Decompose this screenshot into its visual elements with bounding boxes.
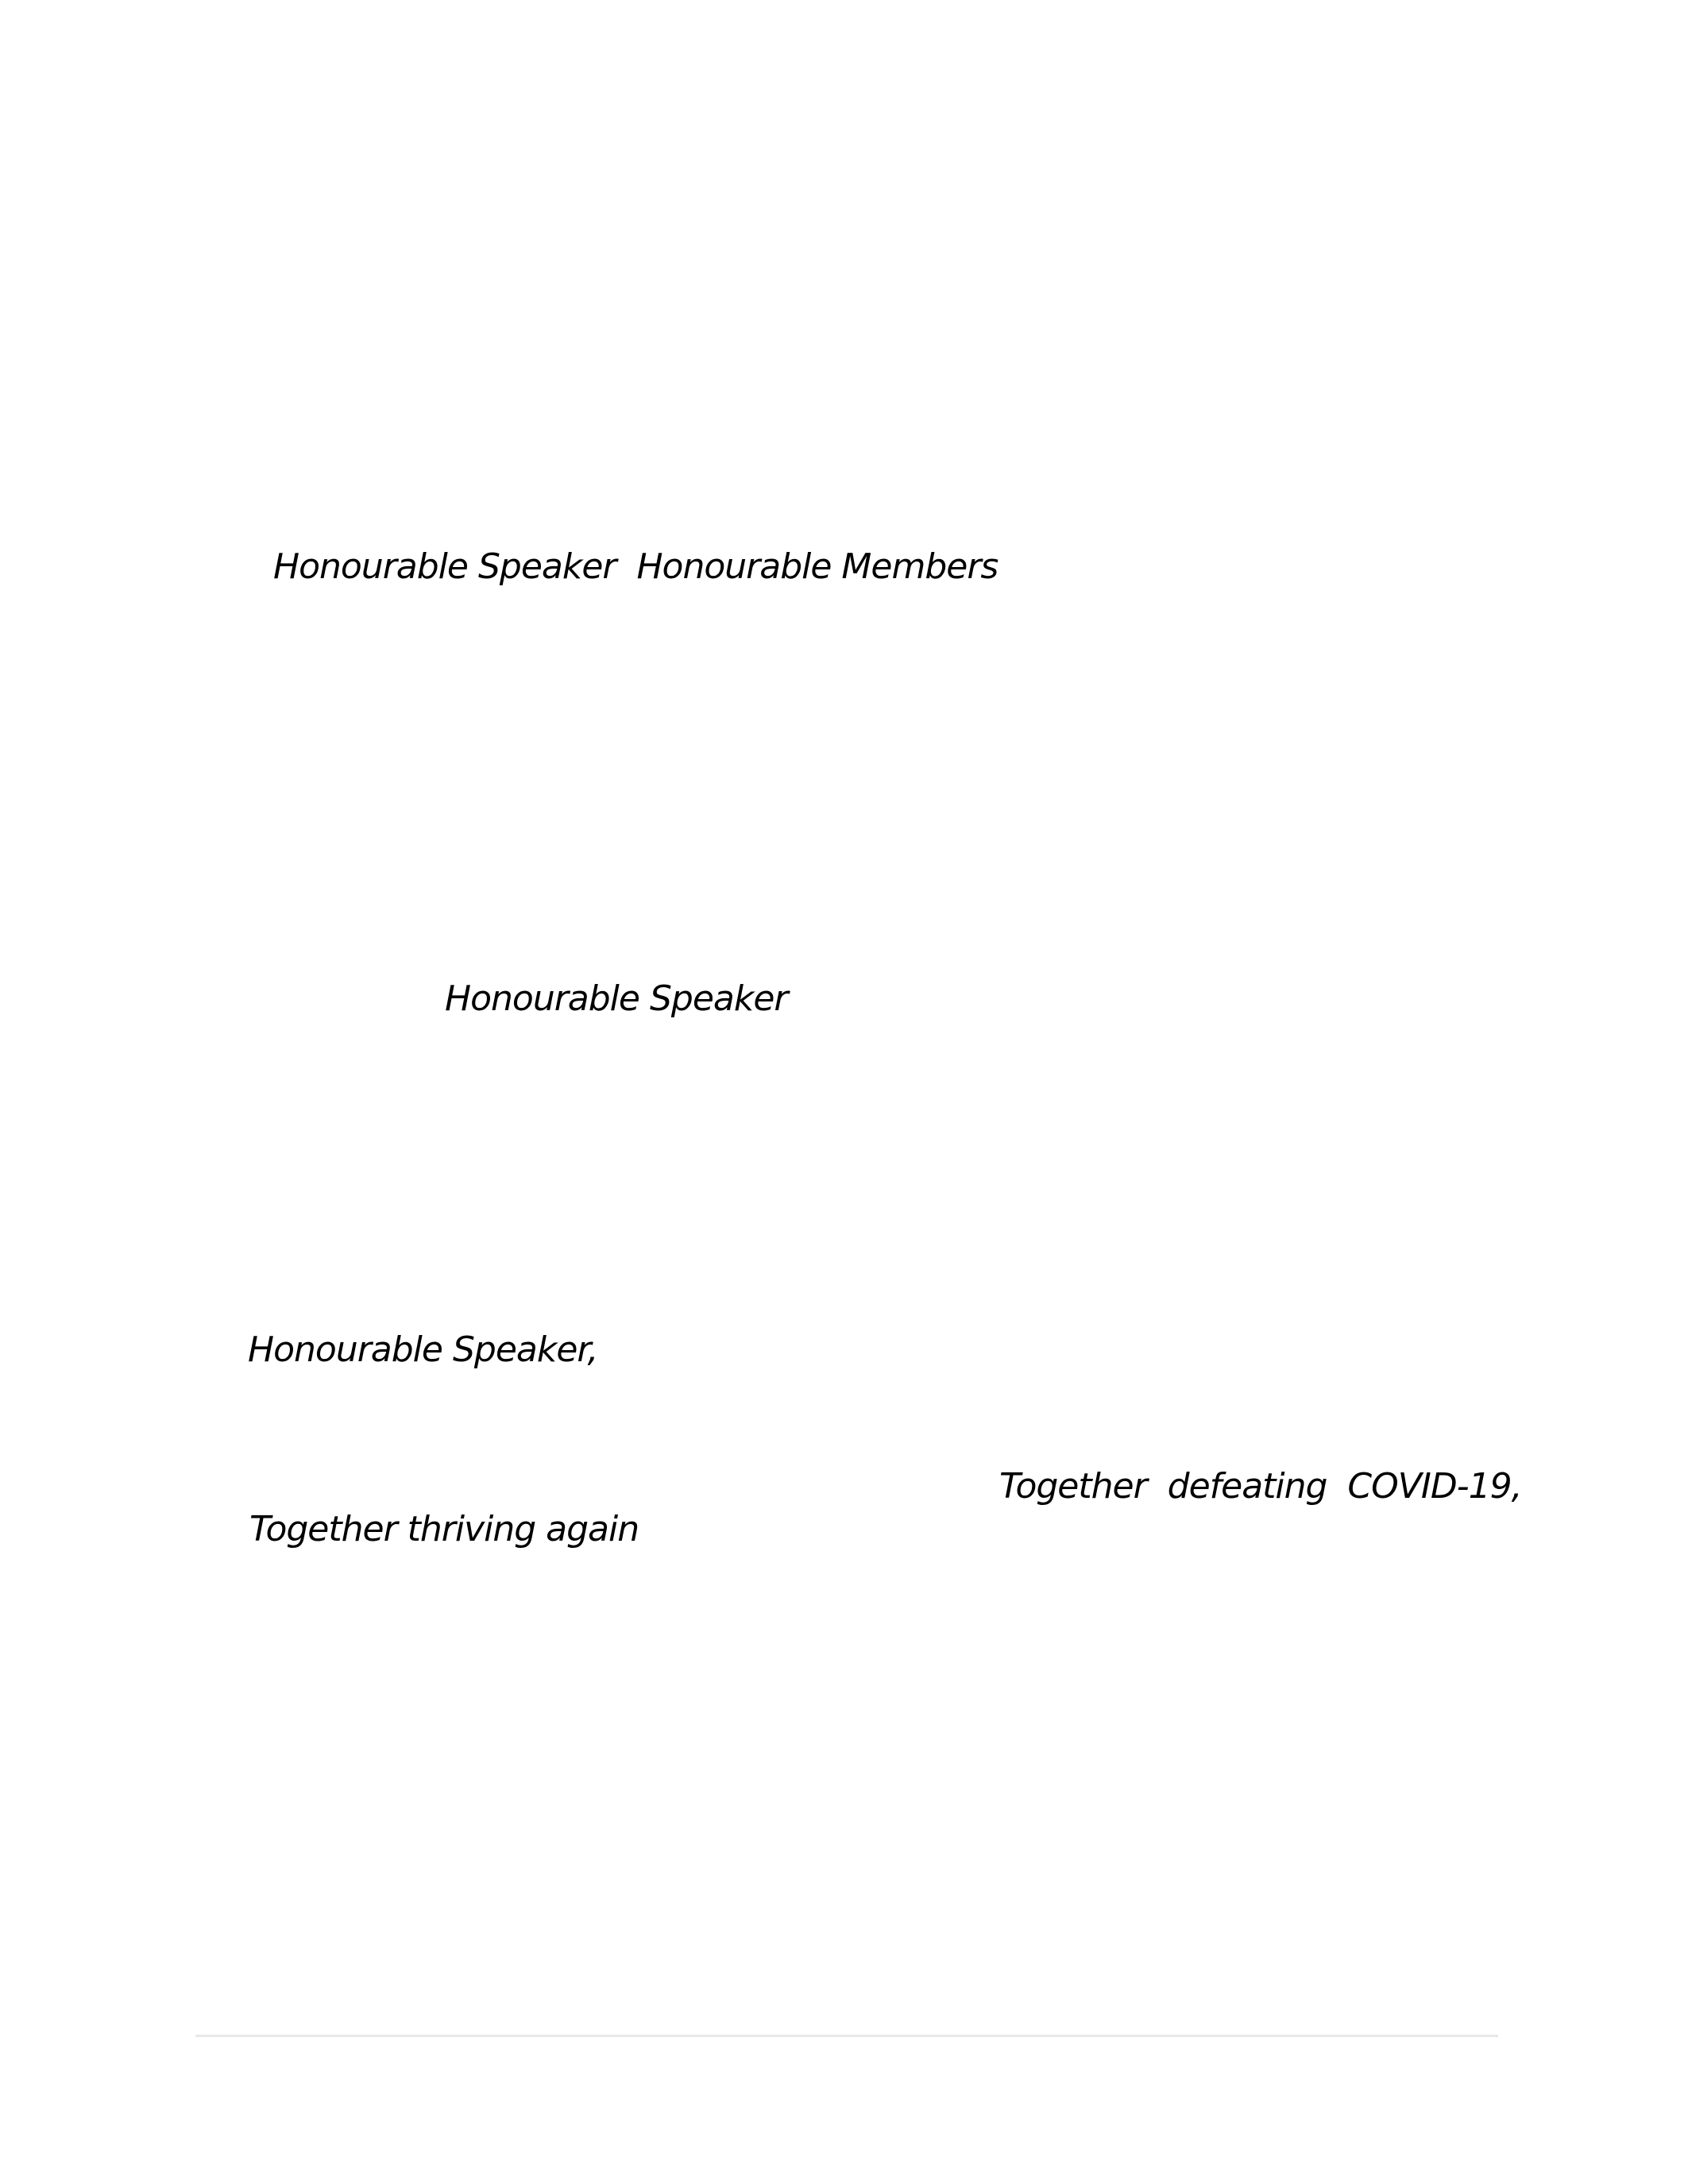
theme-line-defeating: Together defeating COVID-19,	[999, 1466, 1522, 1507]
salutation-speaker: Honourable Speaker	[445, 978, 788, 1019]
theme-line-thriving: Together thriving again	[249, 1509, 639, 1549]
salutation-speaker-members: Honourable Speaker Honourable Members	[273, 546, 999, 587]
footer-divider	[195, 2035, 1498, 2037]
salutation-speaker-comma: Honourable Speaker,	[248, 1329, 598, 1370]
